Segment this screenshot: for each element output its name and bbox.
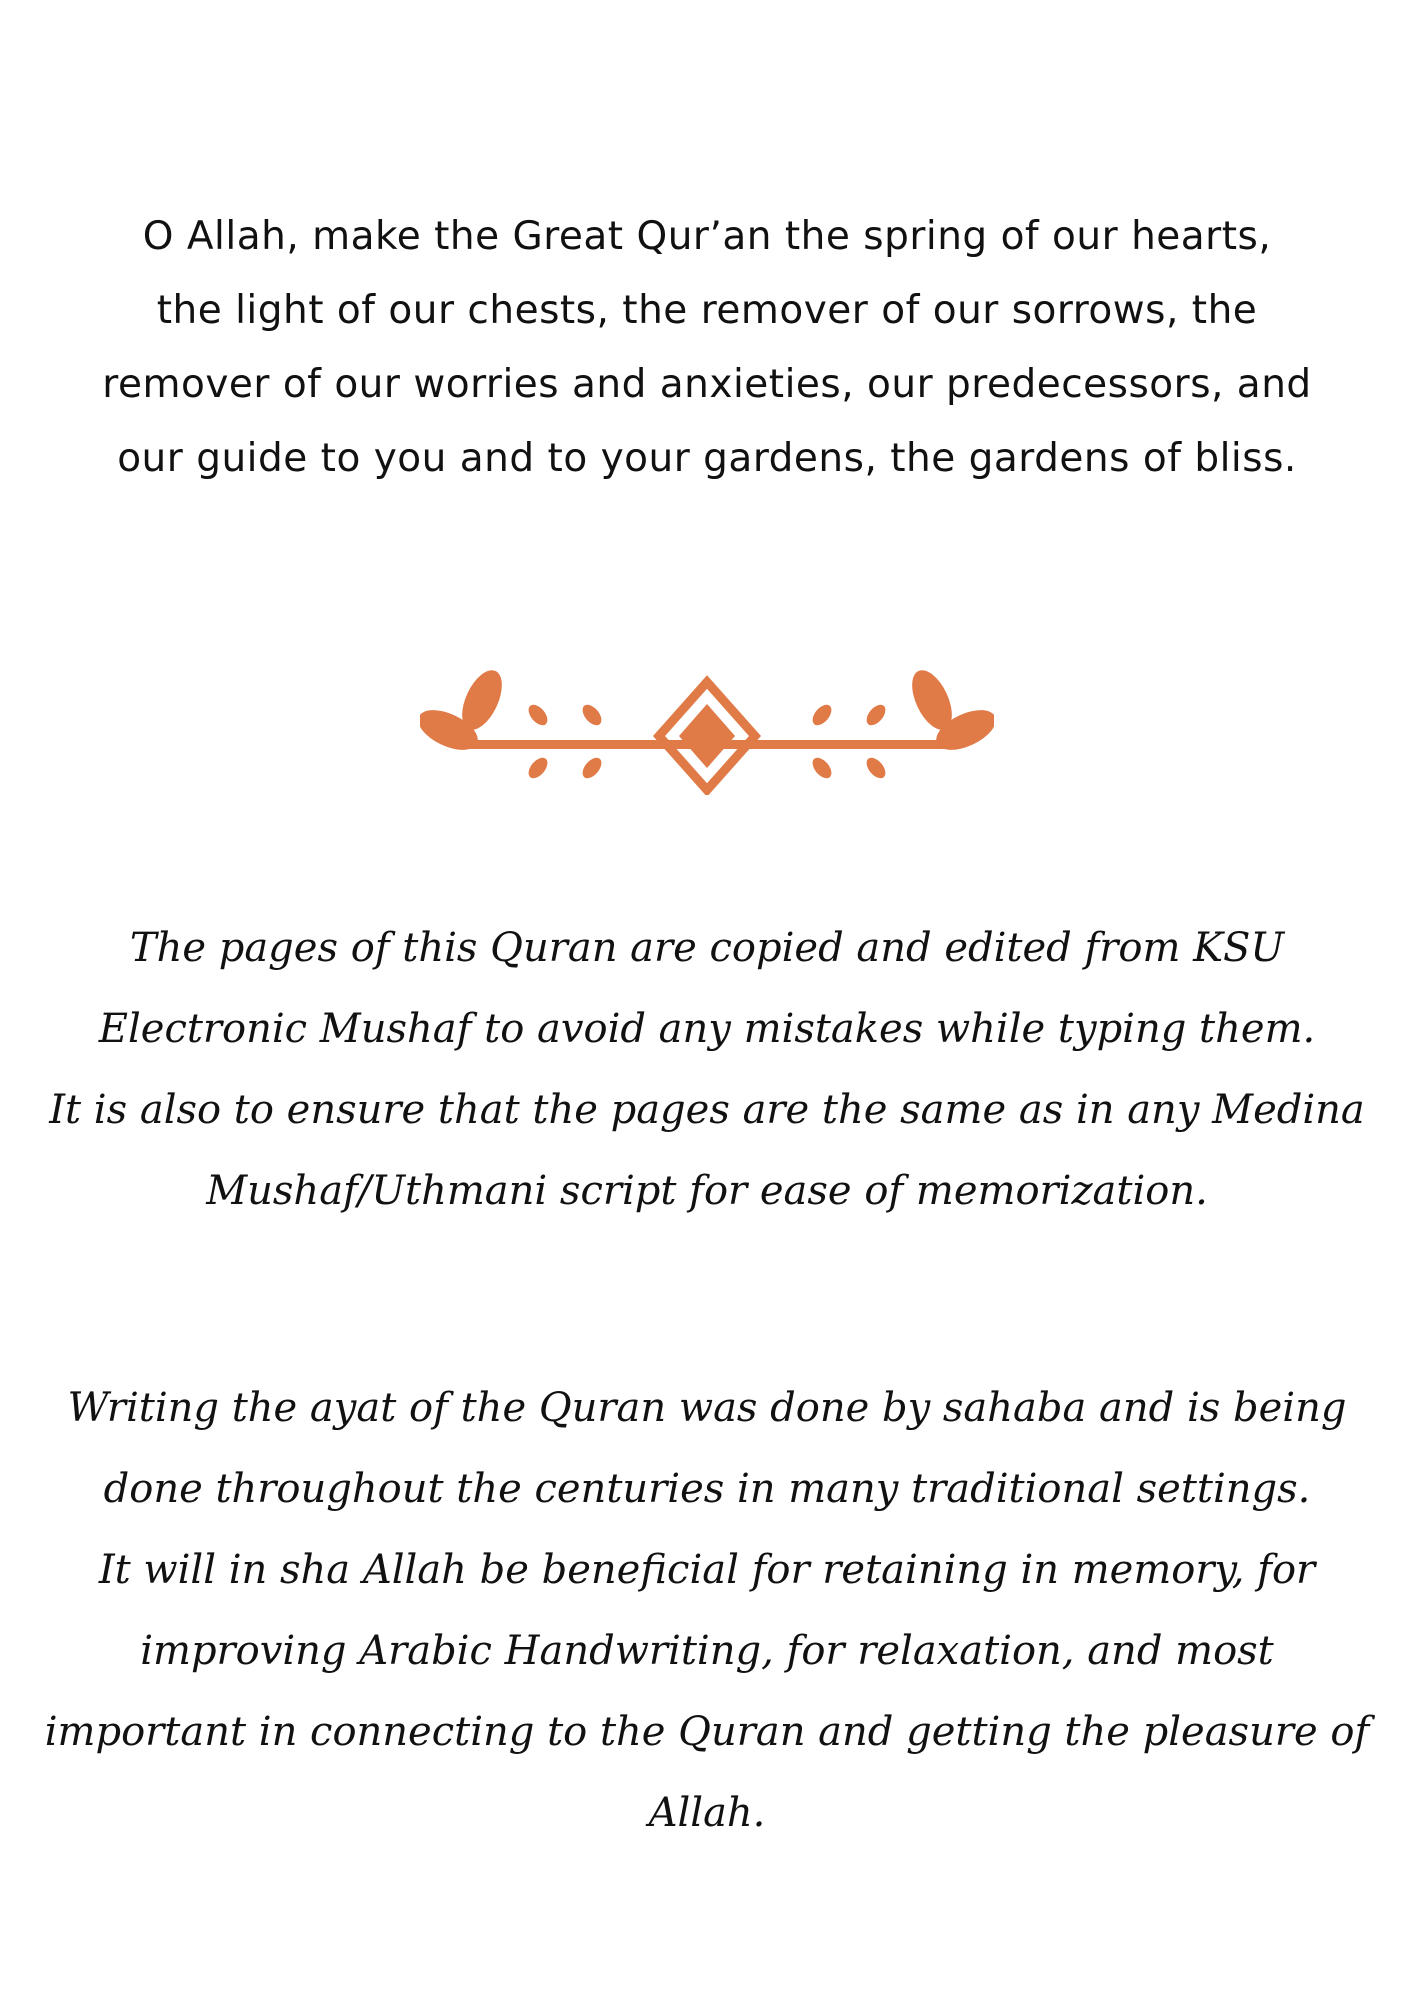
- benefit-note-line: Writing the ayat of the Quran was done by sahaba and is being: [67, 1385, 1347, 1431]
- dua-line: our guide to you and to your gardens, the gardens of bliss.: [117, 436, 1297, 481]
- benefit-note-paragraph: [0, 1368, 1414, 1854]
- source-note-line: Mushaf/Uthmani script for ease of memorization.: [206, 1168, 1208, 1214]
- benefit-note-line: important in connecting to the Quran and getting the pleasure of: [44, 1709, 1370, 1755]
- floral-divider-icon: [420, 655, 994, 795]
- benefit-note-line: done throughout the centuries in many traditional settings.: [103, 1466, 1311, 1512]
- dua-line: the light of our chests, the remover of our sorrows, the: [156, 288, 1258, 333]
- benefit-note-line: improving Arabic Handwriting, for relaxation, and most: [140, 1628, 1274, 1674]
- dua-line: remover of our worries and anxieties, our predecessors, and: [102, 362, 1312, 407]
- source-note-line: The pages of this Quran are copied and edited from KSU: [129, 925, 1285, 971]
- source-note-paragraph: [0, 908, 1414, 1232]
- dua-paragraph: [60, 200, 1354, 496]
- source-note-line: It is also to ensure that the pages are the same as in any Medina: [49, 1087, 1365, 1133]
- benefit-note-line: It will in sha Allah be beneficial for retaining in memory, for: [98, 1547, 1316, 1593]
- dua-line: O Allah, make the Great Qur’an the spring of our hearts,: [142, 214, 1272, 259]
- floral-divider-shapes: [420, 664, 994, 790]
- source-note-line: Electronic Mushaf to avoid any mistakes while typing them.: [98, 1006, 1316, 1052]
- benefit-note-line: Allah.: [648, 1790, 766, 1836]
